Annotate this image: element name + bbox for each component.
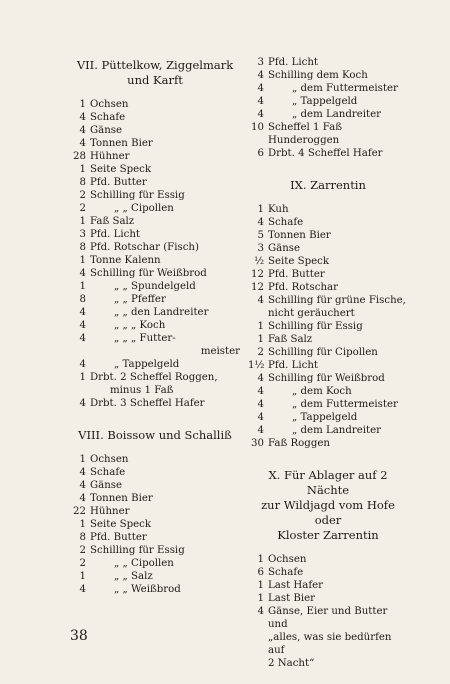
list-item: 1 Seite Speck [79,164,152,175]
list-item: 4 „ Tappelgeld [257,412,358,423]
list-item: 4 Tonnen Bier [79,138,153,149]
list-item: 4 „ „ den Landreiter [79,307,209,318]
section-9-title: IX. Zarrentin [290,178,366,192]
list-item: 28 Hühner [73,151,130,162]
list-item: 22 Hühner [73,506,130,517]
list-item: 1 Kuh [257,204,289,215]
section-9-list [248,203,408,450]
list-item: 4 Schafe [79,467,126,478]
list-item: 4 Schilling für Weißbrod [79,268,207,279]
list-item: 1 „ „ Salz [79,571,153,582]
list-item: 1 Ochsen [79,99,129,110]
list-item: 4 „ „ Weißbrod [79,584,181,595]
list-item: 6 Schafe [257,567,304,578]
continued-list [248,56,408,160]
list-item: nicht geräuchert [268,308,355,319]
left-column [70,58,240,596]
list-item: 8 Pfd. Rotschar (Fisch) [79,242,199,253]
section-10-title-line-1: X. Für Ablager auf 2 Nächte [268,468,388,497]
list-item: 8 Pfd. Butter [79,177,147,188]
list-item: 1 Seite Speck [79,519,152,530]
list-item: 4 „ Tappelgeld [257,96,358,107]
list-item: minus 1 Faß [110,385,174,396]
list-item: 2 Schilling für Cipollen [257,347,378,358]
list-item: „alles, was sie bedürfen auf [268,632,392,656]
list-item: 2 „ „ Cipollen [79,203,174,214]
list-item: 4 „ dem Futtermeister [257,83,398,94]
list-item: 2 Schilling für Essig [79,190,185,201]
list-item: 8 Pfd. Butter [79,532,147,543]
list-item: 4 Gänse [79,480,123,491]
list-item: 1 Faß Salz [257,334,313,345]
section-7-title-line-2: und Karft [127,73,183,87]
list-item: 1 Faß Salz [79,216,135,227]
list-item: 4 „ „ „ Futter- [79,333,176,344]
list-item: 12 Pfd. Rotschar [251,282,338,293]
list-item: 1 „ „ Spundelgeld [79,281,196,292]
list-item: 4 Drbt. 3 Scheffel Hafer [79,398,205,409]
list-item: 4 „ „ „ Koch [79,320,166,331]
list-item: 10 Scheffel 1 Faß Hunderoggen [251,122,343,146]
section-7-title-line-1: VII. Püttelkow, Ziggelmark [76,58,234,72]
list-item: 4 Schilling für Weißbrod [257,373,385,384]
section-10-title-line-2: zur Wildjagd vom Hofe oder [261,498,395,527]
list-item: 4 Schilling dem Koch [257,70,368,81]
list-item: 12 Pfd. Butter [251,269,325,280]
section-7-list [70,98,240,410]
list-item: 2 „ „ Cipollen [79,558,174,569]
list-item: 2 Schilling für Essig [79,545,185,556]
right-column [248,56,408,670]
list-item: 1 Ochsen [79,454,129,465]
list-item: 4 Gänse, Eier und Butter und [257,606,388,630]
list-item: 8 „ „ Pfeffer [79,294,166,305]
list-item: 4 „ dem Landreiter [257,425,382,436]
list-item: 4 „ dem Landreiter [257,109,382,120]
list-item: 5 Tonnen Bier [257,230,331,241]
list-item: 4 Gänse [79,125,123,136]
list-item: 1 Ochsen [257,554,307,565]
list-item: 4 Schafe [257,217,304,228]
list-item: 3 Gänse [257,243,301,254]
list-item: 1½ Pfd. Licht [248,360,319,371]
list-item: ½ Seite Speck [254,256,330,267]
page-number: 38 [70,628,88,644]
list-item: 4 Schilling für grüne Fische, [257,295,406,306]
section-8-list [70,453,240,596]
list-item: 4 „ dem Koch [257,386,352,397]
list-item: 1 Drbt. 2 Scheffel Roggen, [79,372,218,383]
list-item: 6 Drbt. 4 Scheffel Hafer [257,148,383,159]
list-item: 1 Last Bier [257,593,316,604]
list-item: 3 Pfd. Licht [257,57,319,68]
list-item: 4 Tonnen Bier [79,493,153,504]
list-item: 2 Nacht“ [268,658,315,669]
list-item: 1 Last Hafer [257,580,324,591]
section-8-title: VIII. Boissow und Schalliß [78,428,232,442]
section-10-list [248,553,408,670]
list-item: 30 Faß Roggen [251,438,330,449]
list-item: meister [200,346,240,357]
section-10-title-line-3: Kloster Zarrentin [277,528,379,542]
list-item: 3 Pfd. Licht [79,229,141,240]
list-item: 4 „ dem Futtermeister [257,399,398,410]
list-item: 4 „ Tappelgeld [79,359,180,370]
list-item: 1 Tonne Kalenn [79,255,161,266]
list-item: 4 Schafe [79,112,126,123]
list-item: 1 Schilling für Essig [257,321,363,332]
